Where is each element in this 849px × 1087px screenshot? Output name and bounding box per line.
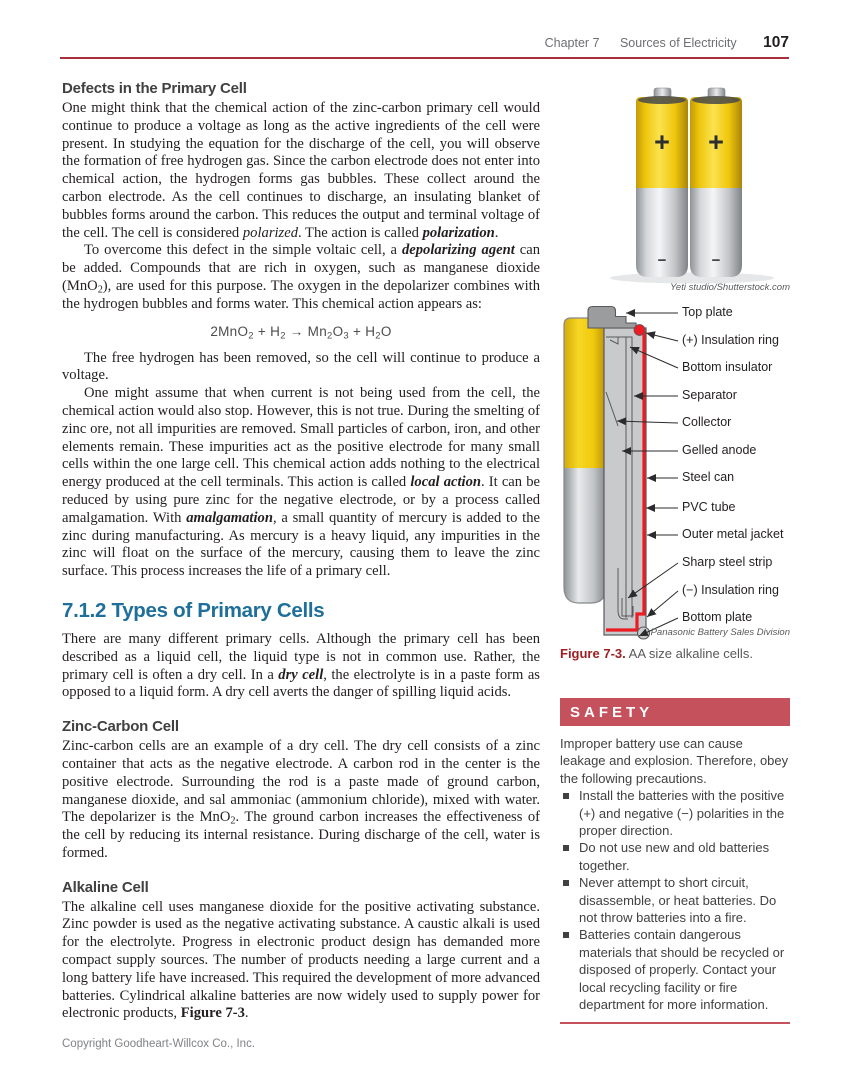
paragraph-polarization: One might think that the chemical action of the zinc-carbon primary cell would continue to produce a voltage as long as the active ingredients of the cell were present. In studying the equation for the discharge of the cell, you will observe the formation of free hydrogen gas. Since the carbon electrode does not enter into chemical action, the hydrogen forms gas bubbles. These collect around the carbon electrode. As the cell continues to discharge, an insulating blanket of bubbles forms around the carbon. This reduces the output and terminal voltage of the cell. The cell is considered polarized. The action is called polarization. [62,100,540,241]
paragraph-alkaline: The alkaline cell uses manganese dioxide for the positive activating substance. Zinc powder is used as the negative activating substance. A caustic alkali is used for the electrolyte. Progress in electronic product design has demanded more compact supply sources. The number of products needing a large current and a long battery life have increased. This required the development of more advanced batteries. Cylindrical alkaline batteries are now widely used to supply power for electronic products, Figure 7-3. [62,898,540,1022]
chemical-equation: 2MnO2 + H2 → Mn2O3 + H2O [210,323,392,341]
paragraph-free-hydrogen: The free hydrogen has been removed, so the cell will continue to produce a voltage. [62,349,540,384]
diagram-label-outer-metal-jacket: Outer metal jacket [682,527,784,541]
steel-can-body [604,328,646,635]
battery-photo-illustration [560,85,790,285]
photo-credit: Yeti studio/Shutterstock.com [670,282,790,293]
safety-intro: Improper battery use can cause leakage and explosion. Therefore, obey the following precautions. [560,736,789,786]
paragraph-local-action: One might assume that when current is not being used from the cell, the chemical action would also stop. However, this is not true. During the smelting of zinc ore, not all impurities are removed. Small particles of carbon, iron, and other elements remain. These impurities act as the positive electrode for many small cells within the one large cell. This chemical action adds nothing to the electrical energy produced at the cell terminals. This action is called local action. It can be reduced by using pure zinc for the negative electrode, or by a process called amalgamation. With amalgamation, a small quantity of mercury is added to the zinc during manufacturing. As mercury is a heavy liquid, any impurities in the zinc will float on the surface of the mercury, causing them to leave the zinc surface. This process increases the life of a primary cell. [62,385,540,580]
positive-insulation-ring-shape [634,325,645,336]
plus-symbol: + [708,127,724,157]
top-plate-shape [588,307,636,329]
figure-column [560,0,790,1087]
figure-caption-label: Figure 7-3. [560,646,626,661]
figure-caption-text: AA size alkaline cells. [625,646,753,661]
figure-caption [560,646,790,662]
diagram-label-pvc-tube: PVC tube [682,500,736,514]
page-number: 107 [763,34,789,51]
paragraph-dry-cell: There are many different primary cells. Although the primary cell has been described as a liquid cell, the liquid type is not in common use. Rather, the primary cell is often a dry cell. In a dry cell, the electrolyte is in a paste form as opposed to a liquid form. A dry cell averts the danger of spilling liquid acids. [62,630,540,701]
safety-bullet-list [560,787,790,1013]
header-chapter: Chapter 7 [544,36,600,50]
safety-title: SAFETY [570,704,654,721]
safety-bullet-item: Do not use new and old batteries together. [560,839,790,874]
diagram-label-negative-insulation-ring: (−) Insulation ring [682,583,779,597]
battery-cutaway-diagram [560,300,790,645]
heading-alkaline-cell: Alkaline Cell [62,878,149,896]
safety-box [560,698,790,1024]
main-text-column [62,80,540,1023]
minus-symbol: − [657,252,667,269]
diagram-label-collector: Collector [682,415,732,429]
battery-side-view [564,318,606,604]
battery-right [690,88,742,278]
safety-header-bar [560,698,790,726]
safety-bullet-item: Install the batteries with the positive (+) and negative (−) polarities in the proper direction. [560,787,790,839]
diagram-label-bottom-plate: Bottom plate [682,610,753,624]
plus-symbol: + [654,127,670,157]
safety-bullet-item: Batteries contain dangerous materials that should be recycled or disposed of properly. Contact your local recycling facility or fire department for more information. [560,926,790,1013]
diagram-label-positive-insulation-ring: (+) Insulation ring [682,333,779,347]
diagram-label-bottom-insulator: Bottom insulator [682,360,773,374]
diagram-label-sharp-steel-strip: Sharp steel strip [682,555,773,569]
battery-left [636,88,688,278]
diagram-label-gelled-anode: Gelled anode [682,443,757,457]
battery-photo [560,85,790,285]
bottom-plate-shape [638,627,650,639]
diagram-label-steel-can: Steel can [682,470,735,484]
diagram-label-separator: Separator [682,388,737,402]
heading-zinc-carbon-cell: Zinc-Carbon Cell [62,718,179,736]
diagram-credit: Panasonic Battery Sales Division [650,627,790,638]
diagram-label-top-plate: Top plate [682,305,733,319]
copyright-footer: Copyright Goodheart-Willcox Co., Inc. [62,1038,256,1050]
paragraph-depolarizing-agent: To overcome this defect in the simple voltaic cell, a depolarizing agent can be added. Compounds that are rich in oxygen, such as manganese dioxide (MnO2), are used for this purpose. The oxygen in the depolarizer combines with the hydrogen bubbles and forms water. This chemical action appears as: [62,242,540,312]
safety-bullet-item: Never attempt to short circuit, disassemble, or heat batteries. Do not throw batteries into a fire. [560,874,790,926]
minus-symbol: − [711,252,721,269]
heading-defects-primary-cell: Defects in the Primary Cell [62,80,247,97]
paragraph-zinc-carbon: Zinc-carbon cells are an example of a dry cell. The dry cell consists of a zinc container that acts as the negative electrode. A carbon rod in the center is the positive electrode. Surrounding the rod is a paste made of ground carbon, manganese dioxide, and sal ammoniac (ammonium chloride), mixed with water. The depolarizer is the MnO2. The ground carbon increases the effectiveness of the cell by reducing its internal resistance. During discharge of the cell, water is formed. [62,738,540,861]
header-section-title: Sources of Electricity [619,36,737,50]
heading-types-of-primary-cells: 7.1.2 Types of Primary Cells [62,598,325,622]
